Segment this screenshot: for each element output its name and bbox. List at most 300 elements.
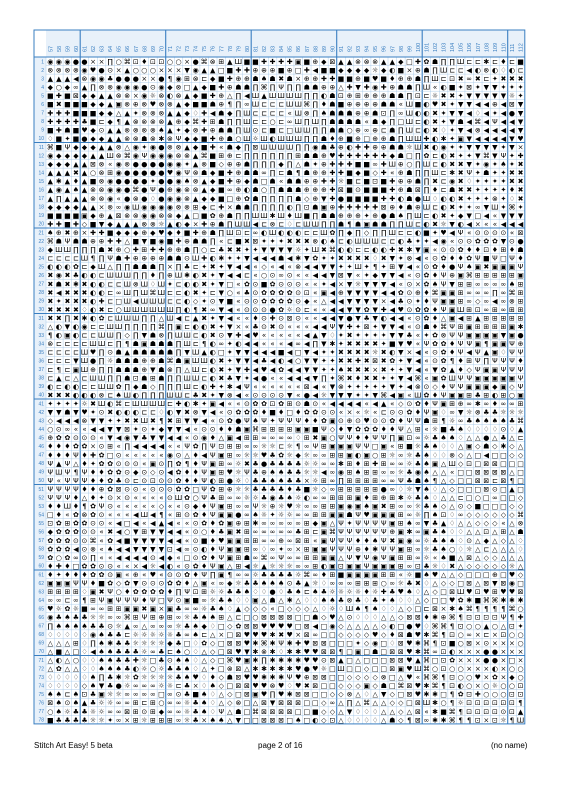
chart-symbol: ∞ xyxy=(55,596,62,605)
chart-symbol: ✦ xyxy=(252,246,259,255)
chart-symbol: ⊗ xyxy=(141,100,148,109)
chart-symbol: ✿ xyxy=(372,425,379,434)
chart-symbol: « xyxy=(484,220,489,229)
chart-symbol: « xyxy=(244,314,250,323)
chart-symbol: « xyxy=(236,297,241,306)
chart-symbol: △ xyxy=(355,656,361,665)
chart-symbol: ⊞ xyxy=(397,511,404,520)
chart-symbol: ⊏ xyxy=(192,331,199,340)
chart-symbol: ✿ xyxy=(201,519,208,528)
chart-symbol: ♦ xyxy=(64,562,71,571)
chart-symbol: « xyxy=(244,391,250,400)
chart-symbol: ☗ xyxy=(166,254,174,263)
chart-symbol: ⊕ xyxy=(312,194,319,203)
chart-symbol: × xyxy=(158,605,165,614)
chart-symbol: ♥ xyxy=(286,502,293,511)
chart-symbol: × xyxy=(201,716,208,725)
chart-symbol: ● xyxy=(141,186,148,195)
chart-symbol: ⊏ xyxy=(64,374,71,383)
chart-symbol: ⊡ xyxy=(491,716,498,725)
chart-symbol: ▲ xyxy=(192,152,199,160)
chart-symbol: ✚ xyxy=(201,220,208,229)
chart-symbol: ✖ xyxy=(243,459,250,468)
chart-symbol: ✱ xyxy=(218,254,225,263)
chart-symbol: ☼ xyxy=(406,451,413,460)
chart-symbol: ♣ xyxy=(252,579,259,588)
chart-symbol: ⊞ xyxy=(346,459,353,468)
chart-symbol: ✖ xyxy=(303,682,310,691)
chart-symbol: ✖ xyxy=(346,357,353,366)
chart-symbol: ▼ xyxy=(372,288,378,297)
chart-symbol: ☼ xyxy=(286,305,293,314)
chart-symbol: Ш xyxy=(243,220,251,229)
chart-symbol: ▣ xyxy=(149,459,157,468)
chart-symbol: « xyxy=(99,545,104,554)
chart-symbol: ✚ xyxy=(363,143,370,152)
chart-symbol: ♣ xyxy=(183,263,191,272)
chart-symbol: ✖ xyxy=(47,297,54,306)
chart-symbol: ∞ xyxy=(415,553,421,562)
chart-symbol: ✦ xyxy=(98,494,105,502)
chart-symbol: □ xyxy=(397,622,405,631)
chart-symbol: ◐ xyxy=(320,92,327,101)
chart-symbol: ◀ xyxy=(338,297,344,306)
chart-symbol: ⊞ xyxy=(218,476,225,485)
chart-symbol: ▼ xyxy=(227,331,233,340)
chart-symbol: ♦ xyxy=(192,459,199,468)
chart-symbol: ∏ xyxy=(261,152,267,160)
chart-symbol: Ш xyxy=(277,92,285,101)
chart-symbol: △ xyxy=(346,622,353,631)
chart-symbol: □ xyxy=(346,665,353,673)
chart-symbol: ⊞ xyxy=(517,297,524,306)
chart-symbol: ☗ xyxy=(81,237,88,246)
chart-symbol: ⊡ xyxy=(440,665,447,673)
chart-symbol: ⊞ xyxy=(286,425,293,434)
chart-symbol: ☼ xyxy=(389,451,396,460)
chart-symbol: ◉ xyxy=(175,169,182,178)
chart-symbol: ⌘ xyxy=(474,117,482,126)
chart-symbol: ⊏ xyxy=(201,374,208,383)
chart-symbol: ♠ xyxy=(98,656,105,665)
chart-symbol: ♢ xyxy=(55,682,62,691)
chart-symbol: Ш xyxy=(157,305,166,314)
chart-symbol: ✚ xyxy=(517,152,524,160)
chart-symbol: ✿ xyxy=(423,391,430,400)
chart-symbol: ☗ xyxy=(141,382,148,391)
chart-symbol: ○ xyxy=(500,682,507,691)
chart-symbol: ⊏ xyxy=(491,476,498,485)
chart-symbol: ■ xyxy=(72,109,80,118)
chart-symbol: ▼ xyxy=(304,357,310,366)
chart-symbol: « xyxy=(73,425,79,434)
chart-symbol: ♣ xyxy=(106,682,114,691)
chart-symbol: △ xyxy=(457,553,464,562)
chart-symbol: ◀ xyxy=(98,425,105,434)
chart-symbol: ◇ xyxy=(210,647,216,656)
chart-symbol: « xyxy=(159,570,164,579)
chart-symbol: « xyxy=(424,425,429,434)
chart-symbol: ⊏ xyxy=(98,323,105,331)
chart-symbol: Ψ xyxy=(201,494,207,502)
chart-symbol: ✚ xyxy=(338,160,344,169)
chart-symbol: ♢ xyxy=(243,476,251,485)
chart-symbol: ◉ xyxy=(329,622,336,631)
chart-symbol: ▲ xyxy=(56,75,62,84)
chart-symbol: Ш xyxy=(123,271,131,280)
chart-symbol: « xyxy=(219,237,224,246)
chart-symbol: ♢ xyxy=(209,690,216,699)
chart-symbol: ♣ xyxy=(269,485,276,494)
chart-symbol: ◆ xyxy=(133,382,139,391)
chart-symbol: ☗ xyxy=(218,109,225,118)
row-number: 53 xyxy=(38,503,44,510)
chart-symbol: ⊗ xyxy=(363,57,370,66)
chart-symbol: ⊡ xyxy=(440,511,447,520)
chart-symbol: ⊠ xyxy=(389,647,396,656)
chart-symbol: ◇ xyxy=(252,605,259,614)
chart-symbol: ☼ xyxy=(243,485,251,494)
chart-symbol: ⊞ xyxy=(235,442,242,451)
chart-symbol: ▲ xyxy=(124,622,130,631)
chart-symbol: ♠ xyxy=(397,211,404,220)
chart-symbol: Ш xyxy=(174,494,183,502)
chart-symbol: ♢ xyxy=(192,639,199,648)
chart-symbol: Ш xyxy=(114,323,123,331)
chart-symbol: ∞ xyxy=(457,511,464,520)
chart-symbol: ☼ xyxy=(372,66,379,75)
chart-symbol: ◀ xyxy=(150,442,156,451)
chart-symbol: ☼ xyxy=(295,246,302,255)
chart-symbol: Ш xyxy=(303,126,311,135)
chart-symbol: ♠ xyxy=(423,494,430,502)
chart-symbol: ▣ xyxy=(474,340,482,349)
chart-symbol: ♦ xyxy=(448,254,456,263)
chart-symbol: ■ xyxy=(346,177,353,186)
chart-symbol: ♠ xyxy=(183,177,191,186)
column-number: 98 xyxy=(398,45,405,52)
chart-symbol: ⊏ xyxy=(491,57,498,66)
chart-symbol: ♦ xyxy=(149,271,157,280)
chart-symbol: △ xyxy=(457,562,464,571)
chart-symbol: ∞ xyxy=(303,502,310,511)
chart-symbol: ⊏ xyxy=(201,365,208,374)
chart-symbol: ♦ xyxy=(209,536,216,545)
chart-symbol: ∏ xyxy=(312,109,318,118)
chart-symbol: ∞ xyxy=(338,579,344,588)
chart-symbol: ☗ xyxy=(235,707,242,716)
chart-symbol: ⊏ xyxy=(483,75,490,84)
chart-symbol: □ xyxy=(440,690,447,699)
chart-symbol: ♣ xyxy=(124,656,131,665)
chart-symbol: ◇ xyxy=(509,502,515,511)
chart-symbol: ⊠ xyxy=(124,425,131,434)
chart-symbol: ◀ xyxy=(64,417,71,426)
chart-symbol: ♢ xyxy=(457,528,464,537)
chart-symbol: ✿ xyxy=(432,331,438,340)
chart-symbol: Ψ xyxy=(47,476,54,485)
chart-symbol: ⊗ xyxy=(141,109,148,118)
chart-symbol: ⊏ xyxy=(261,126,267,135)
chart-symbol: ♢ xyxy=(440,442,447,451)
chart-symbol: ☗ xyxy=(55,237,62,246)
chart-symbol: △ xyxy=(338,699,344,708)
chart-symbol: ♦ xyxy=(491,246,499,255)
chart-symbol: « xyxy=(313,280,318,289)
chart-symbol: ♣ xyxy=(106,630,114,639)
chart-symbol: ▼ xyxy=(321,340,327,349)
chart-symbol: ◉ xyxy=(269,494,276,502)
chart-symbol: ♣ xyxy=(115,656,122,665)
chart-symbol: ▼ xyxy=(133,545,139,554)
chart-symbol: ♣ xyxy=(72,716,80,725)
chart-symbol: Ψ xyxy=(98,502,105,511)
chart-symbol: ☗ xyxy=(158,348,165,357)
chart-symbol: ◆ xyxy=(381,66,387,75)
chart-symbol: △ xyxy=(372,699,378,708)
chart-symbol: ⊗ xyxy=(132,211,139,220)
chart-symbol: △ xyxy=(201,647,207,656)
chart-symbol: ▼ xyxy=(415,246,421,255)
chart-symbol: ∞ xyxy=(244,442,250,451)
chart-symbol: ∞ xyxy=(158,622,165,631)
chart-symbol: ♥ xyxy=(252,673,259,682)
chart-symbol: Ψ xyxy=(338,519,344,528)
chart-symbol: Ψ xyxy=(209,502,216,511)
chart-symbol: ♦ xyxy=(55,511,62,520)
chart-symbol: ✚ xyxy=(132,656,139,665)
chart-symbol: ✖ xyxy=(184,408,191,417)
chart-symbol: ○ xyxy=(226,288,233,297)
chart-symbol: ✦ xyxy=(55,297,62,306)
chart-symbol: ▲ xyxy=(192,194,199,203)
chart-symbol: △ xyxy=(107,263,113,272)
chart-symbol: ⊕ xyxy=(380,143,387,152)
chart-symbol: ⊙ xyxy=(406,288,413,297)
chart-symbol: ▼ xyxy=(244,348,250,357)
chart-symbol: × xyxy=(500,647,507,656)
chart-symbol: ✦ xyxy=(355,639,362,648)
chart-symbol: ♦ xyxy=(397,417,404,426)
chart-symbol: △ xyxy=(278,596,284,605)
chart-symbol: ◇ xyxy=(475,562,481,571)
chart-symbol: ∞ xyxy=(201,596,208,605)
chart-symbol: ▼ xyxy=(509,143,515,152)
chart-symbol: ♣ xyxy=(363,314,370,323)
chart-symbol: ◆ xyxy=(201,83,207,92)
chart-symbol: ▣ xyxy=(508,374,516,383)
chart-symbol: ⊗ xyxy=(312,237,319,246)
row-number: 52 xyxy=(38,495,44,502)
chart-symbol: ◉ xyxy=(115,169,122,178)
chart-symbol: ⊞ xyxy=(355,92,362,101)
chart-symbol: ▣ xyxy=(474,263,482,272)
chart-symbol: ☼ xyxy=(329,588,336,597)
chart-symbol: Ш xyxy=(294,117,302,126)
chart-symbol: ☼ xyxy=(243,451,251,460)
chart-symbol: ⊕ xyxy=(218,92,225,101)
chart-symbol: ∏ xyxy=(389,117,395,126)
chart-symbol: ✖ xyxy=(380,348,387,357)
chart-symbol: ⊏ xyxy=(47,374,54,383)
chart-symbol: ▲ xyxy=(517,425,524,434)
chart-symbol: ∏ xyxy=(227,117,233,126)
chart-symbol: □ xyxy=(115,297,122,306)
chart-symbol: ♦ xyxy=(55,442,62,451)
chart-symbol: ☼ xyxy=(141,630,148,639)
row-number: 49 xyxy=(38,469,44,476)
chart-symbol: ◀ xyxy=(466,348,472,357)
chart-symbol: ▼ xyxy=(406,357,413,366)
chart-symbol: ⊞ xyxy=(397,442,404,451)
chart-symbol: ∏ xyxy=(235,126,242,135)
chart-symbol: ✱ xyxy=(252,519,259,528)
chart-symbol: □ xyxy=(226,630,234,639)
chart-symbol: ⊠ xyxy=(269,613,276,622)
chart-symbol: ¶ xyxy=(432,476,438,485)
chart-symbol: ◀ xyxy=(415,365,421,374)
chart-symbol: ◀ xyxy=(167,468,173,477)
chart-symbol: ☼ xyxy=(141,656,148,665)
row-number: 29 xyxy=(38,298,44,305)
chart-symbol: ◇ xyxy=(261,605,267,614)
chart-symbol: ☼ xyxy=(235,468,242,477)
chart-symbol: ⊙ xyxy=(149,553,156,562)
chart-symbol: ☗ xyxy=(303,152,310,160)
chart-symbol: ⊙ xyxy=(389,408,396,417)
chart-symbol: ∞ xyxy=(278,434,285,443)
chart-symbol: ✖ xyxy=(338,254,344,263)
chart-symbol: ⊗ xyxy=(158,92,165,101)
chart-symbol: × xyxy=(466,647,473,656)
chart-symbol: △ xyxy=(492,434,498,443)
chart-symbol: ⊡ xyxy=(303,203,310,212)
chart-symbol: □ xyxy=(483,502,490,511)
chart-symbol: Ψ xyxy=(500,613,507,622)
chart-symbol: ∏ xyxy=(175,365,182,374)
chart-symbol: ◐ xyxy=(209,374,216,383)
chart-symbol: ☗ xyxy=(243,169,251,178)
chart-symbol: ■ xyxy=(200,100,208,109)
chart-symbol: ◀ xyxy=(509,220,515,229)
chart-symbol: ✦ xyxy=(226,365,233,374)
chart-symbol: ⊕ xyxy=(338,143,344,152)
chart-symbol: ◐ xyxy=(449,194,456,203)
chart-symbol: ⊙ xyxy=(380,417,387,426)
chart-symbol: ✚ xyxy=(414,57,421,66)
chart-symbol: ♢ xyxy=(448,519,456,528)
chart-symbol: ☼ xyxy=(98,707,105,716)
chart-symbol: « xyxy=(99,553,104,562)
chart-symbol: ● xyxy=(124,177,131,186)
chart-symbol: ⊞ xyxy=(517,280,524,289)
chart-symbol: Ш xyxy=(388,228,397,237)
chart-symbol: × xyxy=(226,203,233,212)
chart-symbol: « xyxy=(116,442,121,451)
chart-symbol: ✦ xyxy=(329,254,336,263)
chart-symbol: ✱ xyxy=(466,596,473,605)
chart-symbol: ■ xyxy=(64,92,71,101)
chart-symbol: × xyxy=(141,75,148,84)
chart-symbol: ▼ xyxy=(235,365,242,374)
chart-symbol: Ψ xyxy=(278,553,284,562)
chart-symbol: ☼ xyxy=(252,570,259,579)
chart-symbol: ▣ xyxy=(141,340,148,349)
chart-symbol: ∞ xyxy=(415,434,421,443)
chart-symbol: ∏ xyxy=(150,323,156,331)
chart-symbol: ♢ xyxy=(158,408,165,417)
chart-symbol: ✿ xyxy=(303,408,310,417)
chart-symbol: ✚ xyxy=(346,203,353,212)
chart-symbol: ✱ xyxy=(295,656,302,665)
chart-symbol: □ xyxy=(329,630,336,639)
chart-symbol: ▲ xyxy=(81,169,88,178)
chart-symbol: ⊕ xyxy=(397,186,404,195)
chart-symbol: ♠ xyxy=(372,605,379,614)
chart-symbol: ∞ xyxy=(115,288,122,297)
chart-symbol: ⊠ xyxy=(483,485,490,494)
chart-symbol: ∏ xyxy=(389,434,395,443)
chart-symbol: ✚ xyxy=(209,92,216,101)
chart-symbol: ♢ xyxy=(354,707,362,716)
chart-symbol: ♦ xyxy=(201,502,208,511)
chart-symbol: ○ xyxy=(517,665,524,673)
chart-symbol: ⊡ xyxy=(509,699,515,708)
chart-symbol: ◀ xyxy=(115,545,122,554)
chart-symbol: ∏ xyxy=(124,442,130,451)
chart-symbol: ■ xyxy=(414,100,422,109)
chart-symbol: Ш xyxy=(114,314,123,323)
chart-symbol: « xyxy=(304,280,309,289)
chart-symbol: ▼ xyxy=(141,545,148,554)
chart-symbol: ¶ xyxy=(449,699,455,708)
chart-symbol: ✦ xyxy=(449,100,456,109)
chart-symbol: Ψ xyxy=(218,553,225,562)
chart-symbol: ♦ xyxy=(295,408,302,417)
chart-symbol: ■ xyxy=(303,211,311,220)
chart-symbol: ◐ xyxy=(192,323,199,331)
chart-symbol: ✖ xyxy=(149,417,156,426)
chart-symbol: ✖ xyxy=(380,254,387,263)
chart-symbol: ● xyxy=(192,57,199,66)
chart-symbol: ✿ xyxy=(192,511,199,520)
chart-symbol: ◀ xyxy=(312,263,319,272)
chart-symbol: ✖ xyxy=(457,177,464,186)
chart-symbol: ♣ xyxy=(218,528,225,537)
chart-symbol: ◉ xyxy=(124,203,131,212)
chart-symbol: ⊞ xyxy=(466,391,473,400)
chart-symbol: ▣ xyxy=(508,331,516,340)
chart-symbol: ∞ xyxy=(64,425,71,434)
chart-symbol: ▣ xyxy=(337,511,345,520)
chart-symbol: ◇ xyxy=(457,459,464,468)
chart-symbol: □ xyxy=(183,553,191,562)
chart-symbol: ⊙ xyxy=(320,656,327,665)
chart-symbol: ◀ xyxy=(201,451,207,460)
chart-symbol: × xyxy=(517,656,524,665)
chart-symbol: ⊕ xyxy=(261,66,267,75)
chart-symbol: ✱ xyxy=(449,169,456,178)
chart-symbol: △ xyxy=(115,109,122,118)
chart-symbol: ♣ xyxy=(372,596,379,605)
chart-symbol: ♢ xyxy=(363,707,370,716)
chart-symbol: ☗ xyxy=(303,399,310,408)
chart-symbol: ⊕ xyxy=(414,288,421,297)
chart-symbol: △ xyxy=(338,83,344,92)
chart-symbol: △ xyxy=(184,365,190,374)
chart-symbol: ✿ xyxy=(72,442,79,451)
chart-symbol: ¶ xyxy=(509,476,515,485)
